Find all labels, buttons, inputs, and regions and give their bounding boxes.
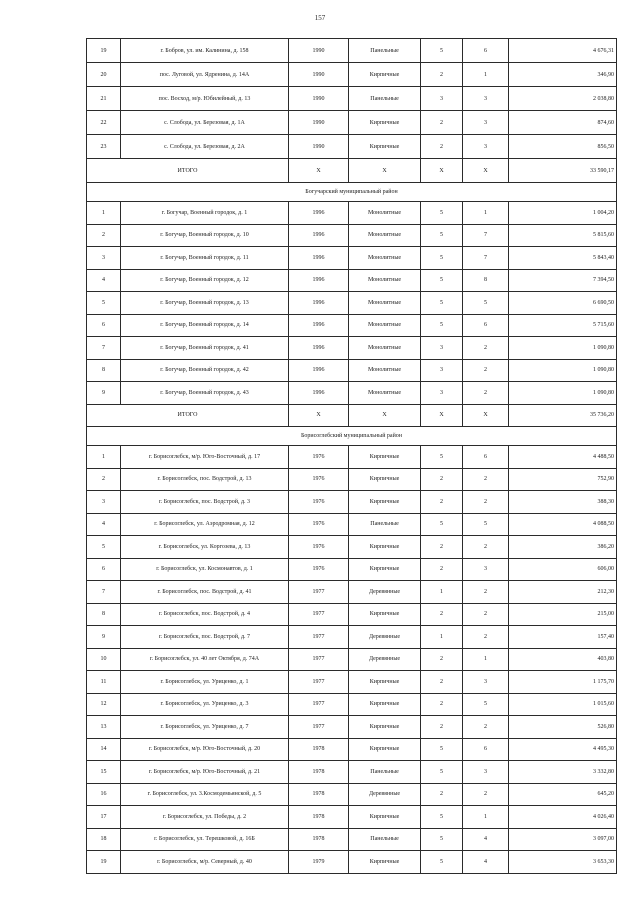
wall-material-cell: Монолитные xyxy=(349,337,421,360)
housing-register-table xyxy=(86,38,617,874)
row-number: 19 xyxy=(87,851,121,874)
row-number: 20 xyxy=(87,63,121,87)
area-cell: 645,20 xyxy=(509,783,617,806)
year-cell: 1978 xyxy=(289,806,349,829)
total-row xyxy=(87,404,617,427)
entrances-cell: 2 xyxy=(463,337,509,360)
address-cell: г. Борисоглебск, ул. Коргозева, д. 13 xyxy=(121,536,289,559)
address-cell: пос. Луговой, ул. Ядренина, д. 14А xyxy=(121,63,289,87)
floors-cell: 2 xyxy=(421,648,463,671)
total-year-cell: Х xyxy=(289,159,349,183)
table-row xyxy=(87,135,617,159)
row-number: 9 xyxy=(87,626,121,649)
table-row xyxy=(87,671,617,694)
table-row xyxy=(87,247,617,270)
row-number: 15 xyxy=(87,761,121,784)
area-cell: 3 097,00 xyxy=(509,828,617,851)
table-row xyxy=(87,783,617,806)
floors-cell: 3 xyxy=(421,337,463,360)
area-cell: 388,30 xyxy=(509,491,617,514)
row-number: 21 xyxy=(87,87,121,111)
year-cell: 1977 xyxy=(289,716,349,739)
district-name: Борисоглебский муниципальный район xyxy=(87,427,617,446)
wall-material-cell: Деревянные xyxy=(349,626,421,649)
table-row xyxy=(87,513,617,536)
table-row xyxy=(87,536,617,559)
floors-cell: 1 xyxy=(421,581,463,604)
floors-cell: 2 xyxy=(421,603,463,626)
entrances-cell: 2 xyxy=(463,468,509,491)
year-cell: 1996 xyxy=(289,224,349,247)
area-cell: 5 715,60 xyxy=(509,314,617,337)
year-cell: 1990 xyxy=(289,39,349,63)
row-number: 6 xyxy=(87,314,121,337)
floors-cell: 5 xyxy=(421,851,463,874)
area-cell: 1 090,80 xyxy=(509,359,617,382)
area-cell: 1 175,70 xyxy=(509,671,617,694)
address-cell: г. Борисоглебск, м/р. Северный, д. 40 xyxy=(121,851,289,874)
address-cell: г. Богучар, Военный городок, д. 41 xyxy=(121,337,289,360)
address-cell: г. Богучар, Военный городок, д. 12 xyxy=(121,269,289,292)
area-cell: 386,20 xyxy=(509,536,617,559)
entrances-cell: 1 xyxy=(463,806,509,829)
wall-material-cell: Монолитные xyxy=(349,224,421,247)
floors-cell: 5 xyxy=(421,806,463,829)
row-number: 4 xyxy=(87,513,121,536)
wall-material-cell: Панельные xyxy=(349,39,421,63)
year-cell: 1996 xyxy=(289,314,349,337)
address-cell: с. Слобода, ул. Березовая, д. 1А xyxy=(121,111,289,135)
wall-material-cell: Монолитные xyxy=(349,314,421,337)
table-row xyxy=(87,269,617,292)
wall-material-cell: Кирпичные xyxy=(349,446,421,469)
address-cell: г. Борисоглебск, пос. Водстрой, д. 13 xyxy=(121,468,289,491)
entrances-cell: 1 xyxy=(463,202,509,225)
total-type-cell: Х xyxy=(349,159,421,183)
floors-cell: 2 xyxy=(421,693,463,716)
area-cell: 4 088,50 xyxy=(509,513,617,536)
row-number: 2 xyxy=(87,468,121,491)
floors-cell: 2 xyxy=(421,536,463,559)
address-cell: г. Борисоглебск, ул. 3.Космодемьянской, д. 5 xyxy=(121,783,289,806)
row-number: 18 xyxy=(87,828,121,851)
year-cell: 1977 xyxy=(289,626,349,649)
row-number: 7 xyxy=(87,337,121,360)
wall-material-cell: Панельные xyxy=(349,513,421,536)
table-row xyxy=(87,314,617,337)
entrances-cell: 3 xyxy=(463,558,509,581)
address-cell: г. Богучар, Военный городок, д. 11 xyxy=(121,247,289,270)
table-row xyxy=(87,828,617,851)
floors-cell: 5 xyxy=(421,224,463,247)
entrances-cell: 6 xyxy=(463,446,509,469)
address-cell: пос. Восход, м/р. Юбилейный, д. 13 xyxy=(121,87,289,111)
floors-cell: 5 xyxy=(421,828,463,851)
floors-cell: 5 xyxy=(421,292,463,315)
wall-material-cell: Деревянные xyxy=(349,783,421,806)
area-cell: 212,30 xyxy=(509,581,617,604)
row-number: 22 xyxy=(87,111,121,135)
year-cell: 1978 xyxy=(289,761,349,784)
row-number: 10 xyxy=(87,648,121,671)
year-cell: 1979 xyxy=(289,851,349,874)
table-row xyxy=(87,39,617,63)
area-cell: 5 815,60 xyxy=(509,224,617,247)
row-number: 3 xyxy=(87,491,121,514)
area-cell: 1 090,80 xyxy=(509,382,617,405)
year-cell: 1976 xyxy=(289,513,349,536)
address-cell: г. Бобров, ул. им. Калинина, д. 158 xyxy=(121,39,289,63)
row-number: 14 xyxy=(87,738,121,761)
wall-material-cell: Кирпичные xyxy=(349,693,421,716)
area-cell: 157,40 xyxy=(509,626,617,649)
wall-material-cell: Кирпичные xyxy=(349,468,421,491)
table-row xyxy=(87,626,617,649)
table-row xyxy=(87,87,617,111)
district-name: Богучарский муниципальный район xyxy=(87,183,617,202)
year-cell: 1977 xyxy=(289,693,349,716)
table-row xyxy=(87,558,617,581)
entrances-cell: 1 xyxy=(463,648,509,671)
address-cell: г. Борисоглебск, ул. 40 лет Октября, д. 74А xyxy=(121,648,289,671)
entrances-cell: 2 xyxy=(463,581,509,604)
floors-cell: 5 xyxy=(421,446,463,469)
table-row xyxy=(87,382,617,405)
floors-cell: 2 xyxy=(421,468,463,491)
floors-cell: 5 xyxy=(421,761,463,784)
year-cell: 1977 xyxy=(289,671,349,694)
area-cell: 606,00 xyxy=(509,558,617,581)
year-cell: 1976 xyxy=(289,558,349,581)
row-number: 11 xyxy=(87,671,121,694)
entrances-cell: 3 xyxy=(463,671,509,694)
table-row xyxy=(87,224,617,247)
total-entrances-cell: Х xyxy=(463,159,509,183)
floors-cell: 2 xyxy=(421,783,463,806)
address-cell: г. Борисоглебск, ул. Аэродромная, д. 12 xyxy=(121,513,289,536)
year-cell: 1996 xyxy=(289,269,349,292)
area-cell: 6 690,50 xyxy=(509,292,617,315)
address-cell: г. Борисоглебск, м/р. Юго-Восточный, д. 20 xyxy=(121,738,289,761)
total-year-cell: Х xyxy=(289,404,349,427)
floors-cell: 2 xyxy=(421,491,463,514)
entrances-cell: 5 xyxy=(463,292,509,315)
floors-cell: 2 xyxy=(421,558,463,581)
floors-cell: 2 xyxy=(421,63,463,87)
year-cell: 1996 xyxy=(289,202,349,225)
entrances-cell: 3 xyxy=(463,761,509,784)
address-cell: г. Богучар, Военный городок, д. 14 xyxy=(121,314,289,337)
year-cell: 1976 xyxy=(289,536,349,559)
area-cell: 2 038,80 xyxy=(509,87,617,111)
floors-cell: 2 xyxy=(421,671,463,694)
wall-material-cell: Кирпичные xyxy=(349,536,421,559)
area-cell: 1 004,20 xyxy=(509,202,617,225)
floors-cell: 2 xyxy=(421,111,463,135)
address-cell: г. Борисоглебск, пос. Водстрой, д. 4 xyxy=(121,603,289,626)
table-row xyxy=(87,581,617,604)
row-number: 8 xyxy=(87,359,121,382)
district-header-row xyxy=(87,183,617,202)
entrances-cell: 4 xyxy=(463,851,509,874)
wall-material-cell: Деревянные xyxy=(349,581,421,604)
table-row xyxy=(87,292,617,315)
area-cell: 526,80 xyxy=(509,716,617,739)
wall-material-cell: Кирпичные xyxy=(349,63,421,87)
address-cell: г. Борисоглебск, ул. Терешковой, д. 16Б xyxy=(121,828,289,851)
table-row xyxy=(87,446,617,469)
entrances-cell: 2 xyxy=(463,716,509,739)
floors-cell: 5 xyxy=(421,314,463,337)
year-cell: 1977 xyxy=(289,603,349,626)
district-header-row xyxy=(87,427,617,446)
floors-cell: 1 xyxy=(421,626,463,649)
floors-cell: 5 xyxy=(421,269,463,292)
wall-material-cell: Кирпичные xyxy=(349,851,421,874)
table-row xyxy=(87,111,617,135)
year-cell: 1978 xyxy=(289,738,349,761)
row-number: 19 xyxy=(87,39,121,63)
year-cell: 1990 xyxy=(289,111,349,135)
area-cell: 215,00 xyxy=(509,603,617,626)
address-cell: г. Борисоглебск, ул. Космонавтов, д. 1 xyxy=(121,558,289,581)
area-cell: 856,50 xyxy=(509,135,617,159)
entrances-cell: 8 xyxy=(463,269,509,292)
year-cell: 1978 xyxy=(289,783,349,806)
wall-material-cell: Кирпичные xyxy=(349,716,421,739)
row-number: 7 xyxy=(87,581,121,604)
area-cell: 346,90 xyxy=(509,63,617,87)
entrances-cell: 1 xyxy=(463,63,509,87)
page-number: 157 xyxy=(314,14,326,22)
entrances-cell: 6 xyxy=(463,738,509,761)
wall-material-cell: Кирпичные xyxy=(349,491,421,514)
entrances-cell: 6 xyxy=(463,314,509,337)
address-cell: г. Богучар, Военный городок, д. 42 xyxy=(121,359,289,382)
area-cell: 7 394,50 xyxy=(509,269,617,292)
table-row xyxy=(87,63,617,87)
table-row xyxy=(87,202,617,225)
area-cell: 403,80 xyxy=(509,648,617,671)
entrances-cell: 7 xyxy=(463,224,509,247)
table-row xyxy=(87,468,617,491)
table-row xyxy=(87,491,617,514)
year-cell: 1996 xyxy=(289,382,349,405)
row-number: 5 xyxy=(87,536,121,559)
wall-material-cell: Кирпичные xyxy=(349,671,421,694)
row-number: 12 xyxy=(87,693,121,716)
entrances-cell: 2 xyxy=(463,491,509,514)
wall-material-cell: Кирпичные xyxy=(349,558,421,581)
floors-cell: 5 xyxy=(421,247,463,270)
row-number: 2 xyxy=(87,224,121,247)
entrances-cell: 5 xyxy=(463,693,509,716)
floors-cell: 3 xyxy=(421,382,463,405)
area-cell: 752,90 xyxy=(509,468,617,491)
row-number: 5 xyxy=(87,292,121,315)
wall-material-cell: Монолитные xyxy=(349,382,421,405)
entrances-cell: 2 xyxy=(463,783,509,806)
area-cell: 4 676,31 xyxy=(509,39,617,63)
total-floors-cell: Х xyxy=(421,159,463,183)
entrances-cell: 6 xyxy=(463,39,509,63)
row-number: 8 xyxy=(87,603,121,626)
year-cell: 1996 xyxy=(289,247,349,270)
address-cell: г. Борисоглебск, ул. Уриценко, д. 1 xyxy=(121,671,289,694)
address-cell: г. Борисоглебск, пос. Водстрой, д. 41 xyxy=(121,581,289,604)
year-cell: 1976 xyxy=(289,446,349,469)
floors-cell: 5 xyxy=(421,39,463,63)
address-cell: г. Богучар, Военный городок, д. 10 xyxy=(121,224,289,247)
wall-material-cell: Кирпичные xyxy=(349,135,421,159)
entrances-cell: 4 xyxy=(463,828,509,851)
year-cell: 1977 xyxy=(289,648,349,671)
total-type-cell: Х xyxy=(349,404,421,427)
table-row xyxy=(87,806,617,829)
total-area-cell: 35 736,20 xyxy=(509,404,617,427)
address-cell: г. Борисоглебск, м/р. Юго-Восточный, д. 21 xyxy=(121,761,289,784)
table-body xyxy=(87,39,617,874)
wall-material-cell: Кирпичные xyxy=(349,806,421,829)
floors-cell: 3 xyxy=(421,359,463,382)
address-cell: г. Борисоглебск, пос. Водстрой, д. 7 xyxy=(121,626,289,649)
table-row xyxy=(87,738,617,761)
floors-cell: 2 xyxy=(421,135,463,159)
wall-material-cell: Деревянные xyxy=(349,648,421,671)
entrances-cell: 3 xyxy=(463,87,509,111)
table-row xyxy=(87,603,617,626)
wall-material-cell: Монолитные xyxy=(349,202,421,225)
address-cell: с. Слобода, ул. Березовая, д. 2А xyxy=(121,135,289,159)
year-cell: 1977 xyxy=(289,581,349,604)
address-cell: г. Богучар, Военный городок, д. 13 xyxy=(121,292,289,315)
address-cell: г. Борисоглебск, ул. Уриценко, д. 7 xyxy=(121,716,289,739)
floors-cell: 3 xyxy=(421,87,463,111)
row-number: 4 xyxy=(87,269,121,292)
total-entrances-cell: Х xyxy=(463,404,509,427)
row-number: 17 xyxy=(87,806,121,829)
address-cell: г. Борисоглебск, ул. Уриценко, д. 3 xyxy=(121,693,289,716)
wall-material-cell: Монолитные xyxy=(349,292,421,315)
year-cell: 1996 xyxy=(289,337,349,360)
row-number: 1 xyxy=(87,446,121,469)
year-cell: 1996 xyxy=(289,359,349,382)
wall-material-cell: Кирпичные xyxy=(349,111,421,135)
area-cell: 4 488,50 xyxy=(509,446,617,469)
year-cell: 1996 xyxy=(289,292,349,315)
row-number: 3 xyxy=(87,247,121,270)
entrances-cell: 3 xyxy=(463,111,509,135)
table-row xyxy=(87,337,617,360)
floors-cell: 5 xyxy=(421,738,463,761)
entrances-cell: 2 xyxy=(463,626,509,649)
entrances-cell: 3 xyxy=(463,135,509,159)
entrances-cell: 7 xyxy=(463,247,509,270)
row-number: 13 xyxy=(87,716,121,739)
table-row xyxy=(87,761,617,784)
table-row xyxy=(87,648,617,671)
wall-material-cell: Монолитные xyxy=(349,269,421,292)
wall-material-cell: Панельные xyxy=(349,828,421,851)
year-cell: 1976 xyxy=(289,468,349,491)
row-number: 9 xyxy=(87,382,121,405)
area-cell: 4 026,40 xyxy=(509,806,617,829)
total-row xyxy=(87,159,617,183)
entrances-cell: 2 xyxy=(463,359,509,382)
entrances-cell: 5 xyxy=(463,513,509,536)
area-cell: 874,60 xyxy=(509,111,617,135)
row-number: 23 xyxy=(87,135,121,159)
area-cell: 1 015,60 xyxy=(509,693,617,716)
row-number: 16 xyxy=(87,783,121,806)
wall-material-cell: Кирпичные xyxy=(349,603,421,626)
address-cell: г. Богучар, Военный городок, д. 43 xyxy=(121,382,289,405)
address-cell: г. Борисоглебск, ул. Победы, д. 2 xyxy=(121,806,289,829)
entrances-cell: 2 xyxy=(463,536,509,559)
table-row xyxy=(87,851,617,874)
area-cell: 4 495,30 xyxy=(509,738,617,761)
entrances-cell: 2 xyxy=(463,382,509,405)
area-cell: 3 332,80 xyxy=(509,761,617,784)
year-cell: 1990 xyxy=(289,135,349,159)
year-cell: 1978 xyxy=(289,828,349,851)
floors-cell: 5 xyxy=(421,513,463,536)
total-floors-cell: Х xyxy=(421,404,463,427)
address-cell: г. Борисоглебск, пос. Водстрой, д. 3 xyxy=(121,491,289,514)
row-number: 6 xyxy=(87,558,121,581)
year-cell: 1976 xyxy=(289,491,349,514)
table-row xyxy=(87,359,617,382)
year-cell: 1990 xyxy=(289,63,349,87)
entrances-cell: 2 xyxy=(463,603,509,626)
floors-cell: 5 xyxy=(421,202,463,225)
year-cell: 1990 xyxy=(289,87,349,111)
table-row xyxy=(87,693,617,716)
table-row xyxy=(87,716,617,739)
address-cell: г. Борисоглебск, м/р. Юго-Восточный, д. 17 xyxy=(121,446,289,469)
total-label: ИТОГО xyxy=(87,404,289,427)
wall-material-cell: Панельные xyxy=(349,87,421,111)
wall-material-cell: Монолитные xyxy=(349,359,421,382)
floors-cell: 2 xyxy=(421,716,463,739)
area-cell: 1 090,80 xyxy=(509,337,617,360)
address-cell: г. Богучар, Военный городок, д. 1 xyxy=(121,202,289,225)
wall-material-cell: Монолитные xyxy=(349,247,421,270)
wall-material-cell: Кирпичные xyxy=(349,738,421,761)
row-number: 1 xyxy=(87,202,121,225)
area-cell: 3 653,30 xyxy=(509,851,617,874)
total-label: ИТОГО xyxy=(87,159,289,183)
total-area-cell: 33 590,17 xyxy=(509,159,617,183)
wall-material-cell: Панельные xyxy=(349,761,421,784)
area-cell: 5 843,40 xyxy=(509,247,617,270)
